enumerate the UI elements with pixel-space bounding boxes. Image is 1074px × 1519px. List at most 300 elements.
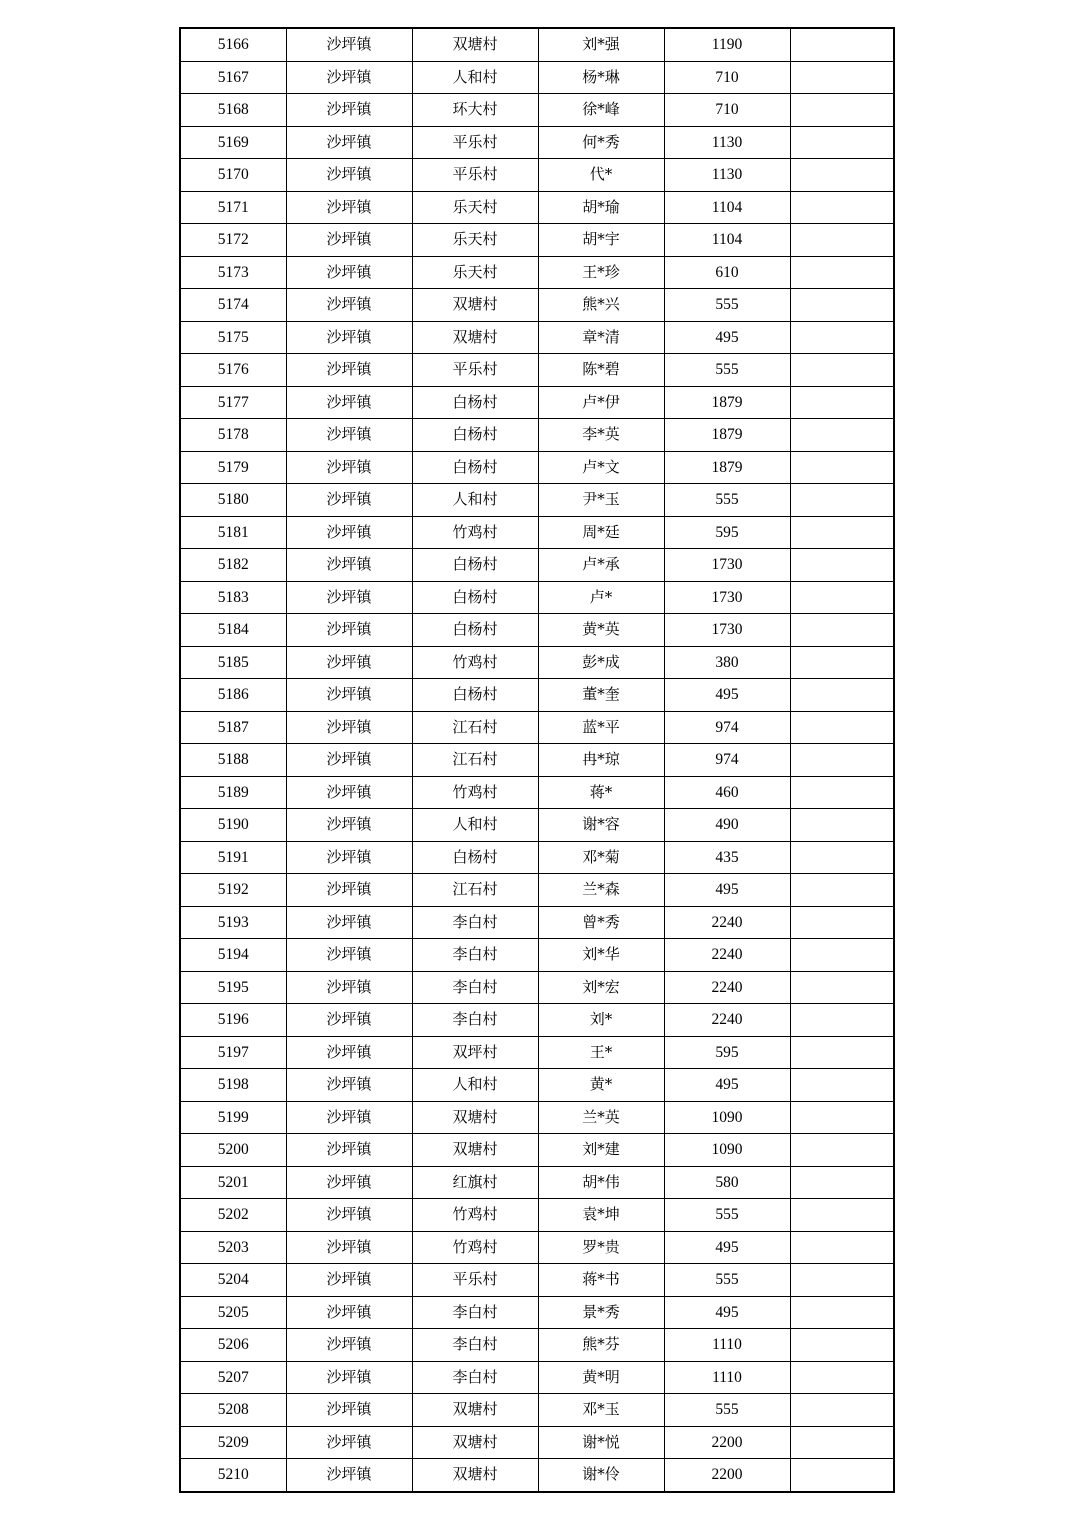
name-cell: 邓*菊 <box>538 841 664 874</box>
row-number-cell: 5197 <box>180 1036 286 1069</box>
amount-cell: 495 <box>664 1069 790 1102</box>
remark-cell <box>790 581 894 614</box>
amount-cell: 2240 <box>664 1004 790 1037</box>
town-cell: 沙坪镇 <box>286 776 412 809</box>
remark-cell <box>790 1101 894 1134</box>
amount-cell: 435 <box>664 841 790 874</box>
row-number-cell: 5173 <box>180 256 286 289</box>
village-cell: 江石村 <box>412 711 538 744</box>
town-cell: 沙坪镇 <box>286 1264 412 1297</box>
village-cell: 乐天村 <box>412 191 538 224</box>
name-cell: 景*秀 <box>538 1296 664 1329</box>
name-cell: 陈*碧 <box>538 354 664 387</box>
row-number-cell: 5210 <box>180 1459 286 1492</box>
town-cell: 沙坪镇 <box>286 256 412 289</box>
remark-cell <box>790 971 894 1004</box>
name-cell: 袁*坤 <box>538 1199 664 1232</box>
remark-cell <box>790 191 894 224</box>
town-cell: 沙坪镇 <box>286 679 412 712</box>
row-number-cell: 5190 <box>180 809 286 842</box>
table-row <box>180 939 894 972</box>
remark-cell <box>790 1296 894 1329</box>
table-row <box>180 28 894 61</box>
amount-cell: 1104 <box>664 191 790 224</box>
name-cell: 徐*峰 <box>538 94 664 127</box>
row-number-cell: 5187 <box>180 711 286 744</box>
town-cell: 沙坪镇 <box>286 971 412 1004</box>
table-row <box>180 256 894 289</box>
remark-cell <box>790 1199 894 1232</box>
row-number-cell: 5186 <box>180 679 286 712</box>
village-cell: 双坪村 <box>412 1036 538 1069</box>
amount-cell: 595 <box>664 1036 790 1069</box>
village-cell: 竹鸡村 <box>412 516 538 549</box>
remark-cell <box>790 1069 894 1102</box>
table-row <box>180 224 894 257</box>
name-cell: 蒋* <box>538 776 664 809</box>
town-cell: 沙坪镇 <box>286 809 412 842</box>
table-row <box>180 419 894 452</box>
remark-cell <box>790 126 894 159</box>
remark-cell <box>790 1231 894 1264</box>
remark-cell <box>790 419 894 452</box>
town-cell: 沙坪镇 <box>286 321 412 354</box>
amount-cell: 1879 <box>664 419 790 452</box>
amount-cell: 1730 <box>664 581 790 614</box>
row-number-cell: 5170 <box>180 159 286 192</box>
name-cell: 章*清 <box>538 321 664 354</box>
village-cell: 双塘村 <box>412 321 538 354</box>
village-cell: 人和村 <box>412 61 538 94</box>
table-row <box>180 646 894 679</box>
town-cell: 沙坪镇 <box>286 646 412 679</box>
name-cell: 卢*伊 <box>538 386 664 419</box>
amount-cell: 2240 <box>664 939 790 972</box>
name-cell: 谢*伶 <box>538 1459 664 1492</box>
table-row <box>180 776 894 809</box>
name-cell: 尹*玉 <box>538 484 664 517</box>
row-number-cell: 5191 <box>180 841 286 874</box>
remark-cell <box>790 386 894 419</box>
remark-cell <box>790 28 894 61</box>
table-row <box>180 1329 894 1362</box>
table-row <box>180 1361 894 1394</box>
amount-cell: 555 <box>664 1199 790 1232</box>
row-number-cell: 5201 <box>180 1166 286 1199</box>
row-number-cell: 5194 <box>180 939 286 972</box>
village-cell: 李白村 <box>412 1329 538 1362</box>
town-cell: 沙坪镇 <box>286 1329 412 1362</box>
table-row <box>180 1296 894 1329</box>
remark-cell <box>790 224 894 257</box>
remark-cell <box>790 159 894 192</box>
village-cell: 双塘村 <box>412 289 538 322</box>
town-cell: 沙坪镇 <box>286 1231 412 1264</box>
amount-cell: 1090 <box>664 1101 790 1134</box>
amount-cell: 490 <box>664 809 790 842</box>
amount-cell: 1110 <box>664 1361 790 1394</box>
row-number-cell: 5188 <box>180 744 286 777</box>
village-cell: 李白村 <box>412 1004 538 1037</box>
remark-cell <box>790 1361 894 1394</box>
row-number-cell: 5207 <box>180 1361 286 1394</box>
name-cell: 蒋*书 <box>538 1264 664 1297</box>
name-cell: 刘*强 <box>538 28 664 61</box>
table-row <box>180 484 894 517</box>
town-cell: 沙坪镇 <box>286 1166 412 1199</box>
row-number-cell: 5184 <box>180 614 286 647</box>
remark-cell <box>790 646 894 679</box>
town-cell: 沙坪镇 <box>286 191 412 224</box>
amount-cell: 2200 <box>664 1426 790 1459</box>
town-cell: 沙坪镇 <box>286 1459 412 1492</box>
village-cell: 竹鸡村 <box>412 1231 538 1264</box>
table-row <box>180 1231 894 1264</box>
town-cell: 沙坪镇 <box>286 744 412 777</box>
amount-cell: 495 <box>664 679 790 712</box>
table-row <box>180 874 894 907</box>
amount-cell: 1110 <box>664 1329 790 1362</box>
village-cell: 江石村 <box>412 744 538 777</box>
name-cell: 周*廷 <box>538 516 664 549</box>
remark-cell <box>790 744 894 777</box>
table-row <box>180 94 894 127</box>
table-row <box>180 516 894 549</box>
table-row <box>180 614 894 647</box>
village-cell: 白杨村 <box>412 386 538 419</box>
amount-cell: 1730 <box>664 549 790 582</box>
table-row <box>180 581 894 614</box>
town-cell: 沙坪镇 <box>286 1101 412 1134</box>
name-cell: 李*英 <box>538 419 664 452</box>
remark-cell <box>790 61 894 94</box>
amount-cell: 380 <box>664 646 790 679</box>
row-number-cell: 5179 <box>180 451 286 484</box>
amount-cell: 974 <box>664 744 790 777</box>
amount-cell: 1730 <box>664 614 790 647</box>
name-cell: 黄* <box>538 1069 664 1102</box>
name-cell: 彭*成 <box>538 646 664 679</box>
amount-cell: 1130 <box>664 159 790 192</box>
remark-cell <box>790 1004 894 1037</box>
row-number-cell: 5185 <box>180 646 286 679</box>
village-cell: 平乐村 <box>412 1264 538 1297</box>
village-cell: 双塘村 <box>412 1101 538 1134</box>
amount-cell: 1104 <box>664 224 790 257</box>
village-cell: 人和村 <box>412 809 538 842</box>
remark-cell <box>790 549 894 582</box>
town-cell: 沙坪镇 <box>286 126 412 159</box>
name-cell: 刘*建 <box>538 1134 664 1167</box>
remark-cell <box>790 776 894 809</box>
table-row <box>180 549 894 582</box>
name-cell: 熊*兴 <box>538 289 664 322</box>
village-cell: 竹鸡村 <box>412 646 538 679</box>
village-cell: 双塘村 <box>412 28 538 61</box>
row-number-cell: 5199 <box>180 1101 286 1134</box>
name-cell: 曾*秀 <box>538 906 664 939</box>
row-number-cell: 5168 <box>180 94 286 127</box>
name-cell: 黄*明 <box>538 1361 664 1394</box>
town-cell: 沙坪镇 <box>286 1394 412 1427</box>
name-cell: 冉*琼 <box>538 744 664 777</box>
name-cell: 刘*宏 <box>538 971 664 1004</box>
name-cell: 谢*容 <box>538 809 664 842</box>
row-number-cell: 5200 <box>180 1134 286 1167</box>
village-cell: 乐天村 <box>412 224 538 257</box>
row-number-cell: 5203 <box>180 1231 286 1264</box>
row-number-cell: 5167 <box>180 61 286 94</box>
town-cell: 沙坪镇 <box>286 1069 412 1102</box>
name-cell: 卢* <box>538 581 664 614</box>
table-row <box>180 809 894 842</box>
remark-cell <box>790 1426 894 1459</box>
amount-cell: 580 <box>664 1166 790 1199</box>
amount-cell: 555 <box>664 1264 790 1297</box>
row-number-cell: 5169 <box>180 126 286 159</box>
name-cell: 熊*芬 <box>538 1329 664 1362</box>
village-cell: 双塘村 <box>412 1426 538 1459</box>
village-cell: 环大村 <box>412 94 538 127</box>
table-row <box>180 1394 894 1427</box>
town-cell: 沙坪镇 <box>286 1361 412 1394</box>
town-cell: 沙坪镇 <box>286 451 412 484</box>
village-cell: 李白村 <box>412 939 538 972</box>
name-cell: 胡*伟 <box>538 1166 664 1199</box>
remark-cell <box>790 1264 894 1297</box>
name-cell: 黄*英 <box>538 614 664 647</box>
remark-cell <box>790 321 894 354</box>
town-cell: 沙坪镇 <box>286 711 412 744</box>
table-row <box>180 289 894 322</box>
town-cell: 沙坪镇 <box>286 354 412 387</box>
town-cell: 沙坪镇 <box>286 614 412 647</box>
remark-cell <box>790 711 894 744</box>
row-number-cell: 5174 <box>180 289 286 322</box>
remark-cell <box>790 679 894 712</box>
name-cell: 罗*贵 <box>538 1231 664 1264</box>
village-cell: 白杨村 <box>412 451 538 484</box>
town-cell: 沙坪镇 <box>286 61 412 94</box>
name-cell: 刘*华 <box>538 939 664 972</box>
amount-cell: 495 <box>664 321 790 354</box>
remark-cell <box>790 1394 894 1427</box>
row-number-cell: 5204 <box>180 1264 286 1297</box>
village-cell: 李白村 <box>412 1361 538 1394</box>
row-number-cell: 5193 <box>180 906 286 939</box>
village-cell: 江石村 <box>412 874 538 907</box>
town-cell: 沙坪镇 <box>286 419 412 452</box>
table-row <box>180 159 894 192</box>
amount-cell: 555 <box>664 1394 790 1427</box>
remark-cell <box>790 874 894 907</box>
table-row <box>180 1101 894 1134</box>
name-cell: 谢*悦 <box>538 1426 664 1459</box>
name-cell: 胡*宇 <box>538 224 664 257</box>
row-number-cell: 5208 <box>180 1394 286 1427</box>
village-cell: 乐天村 <box>412 256 538 289</box>
amount-cell: 1130 <box>664 126 790 159</box>
town-cell: 沙坪镇 <box>286 841 412 874</box>
amount-cell: 710 <box>664 94 790 127</box>
village-cell: 双塘村 <box>412 1134 538 1167</box>
village-cell: 平乐村 <box>412 159 538 192</box>
remark-cell <box>790 1036 894 1069</box>
amount-cell: 2240 <box>664 906 790 939</box>
town-cell: 沙坪镇 <box>286 1199 412 1232</box>
village-cell: 白杨村 <box>412 581 538 614</box>
amount-cell: 1879 <box>664 386 790 419</box>
name-cell: 胡*瑜 <box>538 191 664 224</box>
remark-cell <box>790 289 894 322</box>
table-row <box>180 841 894 874</box>
name-cell: 卢*承 <box>538 549 664 582</box>
row-number-cell: 5177 <box>180 386 286 419</box>
name-cell: 杨*琳 <box>538 61 664 94</box>
amount-cell: 974 <box>664 711 790 744</box>
row-number-cell: 5209 <box>180 1426 286 1459</box>
amount-cell: 495 <box>664 1296 790 1329</box>
table-row <box>180 1199 894 1232</box>
remark-cell <box>790 1329 894 1362</box>
town-cell: 沙坪镇 <box>286 549 412 582</box>
town-cell: 沙坪镇 <box>286 939 412 972</box>
table-row <box>180 1166 894 1199</box>
table-row <box>180 1004 894 1037</box>
town-cell: 沙坪镇 <box>286 516 412 549</box>
remark-cell <box>790 1166 894 1199</box>
row-number-cell: 5198 <box>180 1069 286 1102</box>
table-row <box>180 679 894 712</box>
row-number-cell: 5181 <box>180 516 286 549</box>
table-row <box>180 971 894 1004</box>
town-cell: 沙坪镇 <box>286 484 412 517</box>
name-cell: 卢*文 <box>538 451 664 484</box>
remark-cell <box>790 516 894 549</box>
village-cell: 人和村 <box>412 1069 538 1102</box>
remark-cell <box>790 354 894 387</box>
village-cell: 白杨村 <box>412 679 538 712</box>
row-number-cell: 5192 <box>180 874 286 907</box>
amount-cell: 495 <box>664 1231 790 1264</box>
name-cell: 刘* <box>538 1004 664 1037</box>
name-cell: 董*奎 <box>538 679 664 712</box>
remark-cell <box>790 614 894 647</box>
row-number-cell: 5175 <box>180 321 286 354</box>
remark-cell <box>790 809 894 842</box>
row-number-cell: 5180 <box>180 484 286 517</box>
amount-cell: 1190 <box>664 28 790 61</box>
table-row <box>180 711 894 744</box>
row-number-cell: 5176 <box>180 354 286 387</box>
town-cell: 沙坪镇 <box>286 874 412 907</box>
row-number-cell: 5205 <box>180 1296 286 1329</box>
row-number-cell: 5183 <box>180 581 286 614</box>
name-cell: 兰*英 <box>538 1101 664 1134</box>
remark-cell <box>790 256 894 289</box>
name-cell: 兰*森 <box>538 874 664 907</box>
row-number-cell: 5166 <box>180 28 286 61</box>
remark-cell <box>790 939 894 972</box>
village-cell: 平乐村 <box>412 126 538 159</box>
name-cell: 何*秀 <box>538 126 664 159</box>
amount-cell: 555 <box>664 354 790 387</box>
remark-cell <box>790 906 894 939</box>
town-cell: 沙坪镇 <box>286 1134 412 1167</box>
remark-cell <box>790 94 894 127</box>
table-row <box>180 1069 894 1102</box>
town-cell: 沙坪镇 <box>286 1426 412 1459</box>
table-row <box>180 1036 894 1069</box>
table-row <box>180 321 894 354</box>
town-cell: 沙坪镇 <box>286 289 412 322</box>
amount-cell: 595 <box>664 516 790 549</box>
remark-cell <box>790 1459 894 1492</box>
amount-cell: 1879 <box>664 451 790 484</box>
village-cell: 李白村 <box>412 1296 538 1329</box>
table-row <box>180 744 894 777</box>
town-cell: 沙坪镇 <box>286 94 412 127</box>
village-cell: 平乐村 <box>412 354 538 387</box>
row-number-cell: 5182 <box>180 549 286 582</box>
amount-cell: 460 <box>664 776 790 809</box>
table-row <box>180 1134 894 1167</box>
village-cell: 白杨村 <box>412 419 538 452</box>
remark-cell <box>790 484 894 517</box>
village-cell: 白杨村 <box>412 841 538 874</box>
name-cell: 代* <box>538 159 664 192</box>
town-cell: 沙坪镇 <box>286 581 412 614</box>
table-row <box>180 386 894 419</box>
town-cell: 沙坪镇 <box>286 159 412 192</box>
name-cell: 王* <box>538 1036 664 1069</box>
amount-cell: 610 <box>664 256 790 289</box>
amount-cell: 710 <box>664 61 790 94</box>
town-cell: 沙坪镇 <box>286 1296 412 1329</box>
amount-cell: 555 <box>664 289 790 322</box>
table-body <box>180 28 894 1492</box>
village-cell: 李白村 <box>412 906 538 939</box>
table-row <box>180 1426 894 1459</box>
name-cell: 邓*玉 <box>538 1394 664 1427</box>
row-number-cell: 5196 <box>180 1004 286 1037</box>
village-cell: 竹鸡村 <box>412 776 538 809</box>
village-cell: 李白村 <box>412 971 538 1004</box>
row-number-cell: 5202 <box>180 1199 286 1232</box>
table-row <box>180 1459 894 1492</box>
town-cell: 沙坪镇 <box>286 224 412 257</box>
amount-cell: 495 <box>664 874 790 907</box>
table-row <box>180 126 894 159</box>
row-number-cell: 5206 <box>180 1329 286 1362</box>
row-number-cell: 5195 <box>180 971 286 1004</box>
table-row <box>180 451 894 484</box>
amount-cell: 555 <box>664 484 790 517</box>
amount-cell: 2240 <box>664 971 790 1004</box>
town-cell: 沙坪镇 <box>286 28 412 61</box>
town-cell: 沙坪镇 <box>286 906 412 939</box>
remark-cell <box>790 1134 894 1167</box>
town-cell: 沙坪镇 <box>286 386 412 419</box>
table-row <box>180 906 894 939</box>
village-cell: 双塘村 <box>412 1459 538 1492</box>
row-number-cell: 5178 <box>180 419 286 452</box>
village-cell: 红旗村 <box>412 1166 538 1199</box>
data-table <box>179 27 895 1493</box>
remark-cell <box>790 841 894 874</box>
row-number-cell: 5172 <box>180 224 286 257</box>
amount-cell: 1090 <box>664 1134 790 1167</box>
